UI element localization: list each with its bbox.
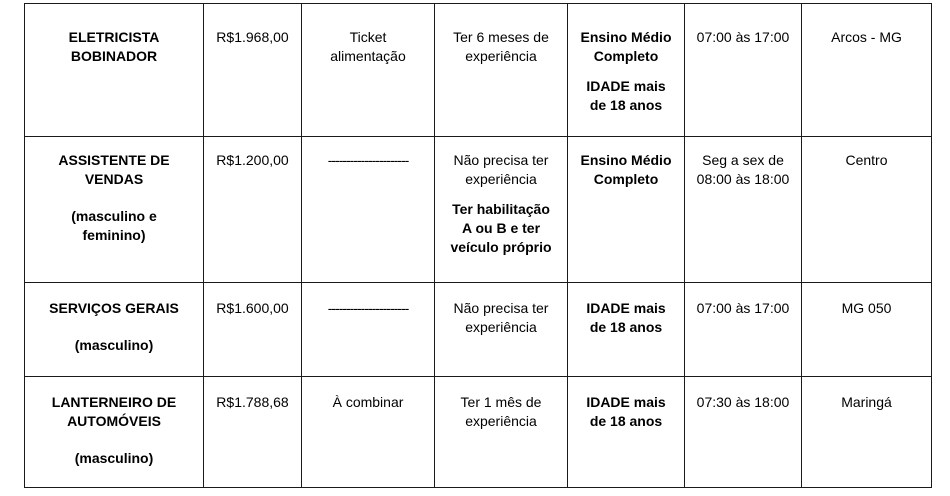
location-cell: MG 050 [802, 283, 932, 377]
role-note: (masculino e feminino) [71, 208, 157, 243]
role-cell [25, 377, 204, 488]
role-note: (masculino) [74, 450, 154, 466]
location-cell: Arcos - MG [802, 4, 932, 137]
schedule-cell: 07:00 às 17:00 [685, 4, 802, 137]
benefits-cell: Ticket alimentação [302, 4, 435, 137]
experience-cell: Ter 1 mês de experiência [435, 377, 568, 488]
salary-cell: R$1.200,00 [204, 137, 302, 283]
schedule-cell: Seg a sex de 08:00 às 18:00 [685, 137, 802, 283]
salary-cell: R$1.600,00 [204, 283, 302, 377]
requirements-cell: IDADE mais de 18 anos [568, 377, 685, 488]
benefits-cell: ---------------------- [302, 137, 435, 283]
table-row [25, 4, 932, 137]
location-cell: Maringá [802, 377, 932, 488]
experience-cell: Não precisa ter experiência [435, 283, 568, 377]
location-cell: Centro [802, 137, 932, 283]
requirements-cell: Ensino Médio Completo [568, 137, 685, 283]
table-row [25, 137, 932, 283]
role-cell [25, 283, 204, 377]
role-title: ASSISTENTE DE VENDAS [58, 152, 170, 187]
salary-cell: R$1.788,68 [204, 377, 302, 488]
table-row [25, 377, 932, 488]
job-listings-table [24, 3, 932, 488]
requirements-cell: IDADE mais de 18 anos [568, 283, 685, 377]
role-cell [25, 137, 204, 283]
table-row [25, 283, 932, 377]
experience-cell: Ter 6 meses de experiência [435, 4, 568, 137]
role-note: (masculino) [74, 337, 154, 353]
role-title: ELETRICISTA BOBINADOR [68, 29, 160, 64]
schedule-cell: 07:30 às 18:00 [685, 377, 802, 488]
benefits-cell: ---------------------- [302, 283, 435, 377]
role-title: LANTERNEIRO DE AUTOMÓVEIS [51, 394, 177, 429]
benefits-cell: À combinar [302, 377, 435, 488]
role-cell [25, 4, 204, 137]
requirements-cell: Ensino Médio Completo IDADE mais de 18 anos [568, 4, 685, 137]
experience-cell: Não precisa ter experiência Ter habilitação A ou B e ter veículo próprio [435, 137, 568, 283]
salary-cell: R$1.968,00 [204, 4, 302, 137]
role-title: SERVIÇOS GERAIS [49, 300, 179, 316]
schedule-cell: 07:00 às 17:00 [685, 283, 802, 377]
